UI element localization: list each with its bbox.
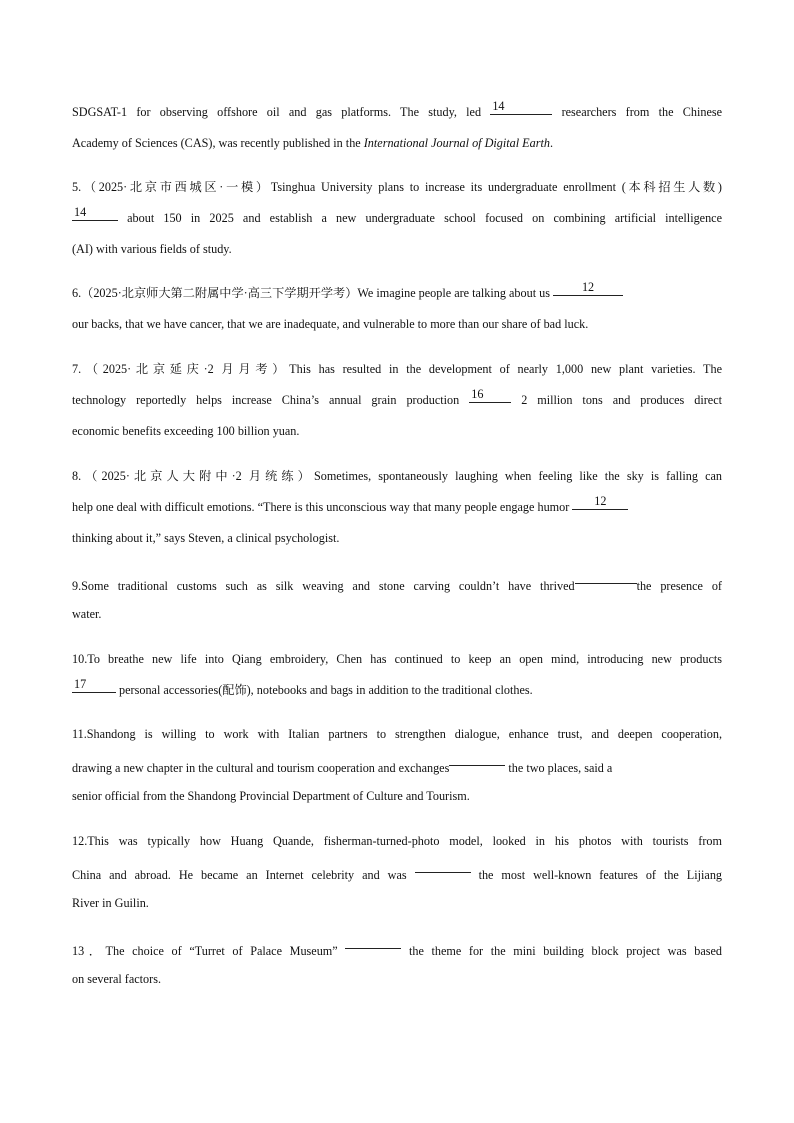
question-12 (72, 826, 722, 919)
answer-blank[interactable]: 17 (72, 677, 116, 693)
text-line: 17 personal accessories(配饰), notebooks and bags in addition to the traditional clothes. (74, 677, 533, 697)
text-line: 12.This was typically how Huang Quande, fisherman-turned-photo model, looked in his photos with tourists from (72, 834, 722, 848)
text-line: economic benefits exceeding 100 billion yuan. (72, 424, 300, 438)
answer-blank[interactable]: 12 (553, 280, 623, 296)
question-7 (72, 354, 722, 447)
answer-blank[interactable]: 12 (572, 494, 628, 510)
question-9 (72, 568, 722, 630)
question-6 (72, 278, 722, 340)
text-line: 7.（2025·北京延庆·2 月月考）This has resulted in the development of nearly 1,000 new plant varieties. The (72, 362, 722, 376)
question-5 (72, 172, 722, 265)
question-10 (72, 644, 722, 706)
passage-continuation (72, 97, 722, 159)
text-line: River in Guilin. (72, 896, 149, 910)
journal-title: International Journal of Digital Earth (363, 136, 550, 150)
text-line: water. (72, 607, 102, 621)
text-line: 13．The choice of “Turret of Palace Museum” the theme for the mini building block project was based (72, 933, 722, 964)
text-line: 6.（2025·北京师大第二附属中学·高三下学期开学考）We imagine people are talking about us 12 (72, 278, 722, 309)
answer-blank[interactable] (345, 933, 401, 949)
text-line: help one deal with difficult emotions. “There is this unconscious way that many people engage humor 12 (72, 492, 722, 523)
question-8 (72, 461, 722, 554)
answer-blank[interactable] (415, 857, 471, 873)
answer-blank[interactable]: 16 (469, 387, 511, 403)
answer-blank[interactable]: 14 (72, 205, 118, 221)
answer-blank[interactable]: 14 (490, 99, 552, 115)
text-line: (AI) with various fields of study. (72, 242, 232, 256)
answer-blank[interactable] (575, 568, 637, 584)
text-line: Academy of Sciences (CAS), was recently published in the International Journal of Digital Earth. (72, 136, 553, 150)
text-line: on several factors. (72, 972, 161, 986)
text-line: 11.Shandong is willing to work with Italian partners to strengthen dialogue, enhance trust, and deepen cooperation, (72, 727, 722, 741)
text-line: drawing a new chapter in the cultural and tourism cooperation and exchanges the two places, said a (72, 750, 722, 781)
question-11 (72, 719, 722, 812)
text-line: 9.Some traditional customs such as silk weaving and stone carving couldn’t have thrived the presence of (72, 568, 722, 599)
text-line: China and abroad. He became an Internet celebrity and was the most well-known features of the Lijiang (72, 857, 722, 888)
answer-blank[interactable] (449, 750, 505, 766)
text-line: technology reportedly helps increase China’s annual grain production 16 2 million tons and produces direct (72, 387, 722, 407)
text-line: senior official from the Shandong Provincial Department of Culture and Tourism. (72, 789, 470, 803)
text-line: thinking about it,” says Steven, a clinical psychologist. (72, 531, 340, 545)
text-line: SDGSAT-1 for observing offshore oil and gas platforms. The study, led 14 researchers from the Chinese (72, 99, 722, 119)
text-line: 10.To breathe new life into Qiang embroidery, Chen has continued to keep an open mind, introducing new products (72, 652, 722, 666)
question-13 (72, 933, 722, 995)
text-line: 5.（2025·北京市西城区·一模）Tsinghua University plans to increase its undergraduate enrollment (本科招生人数) (72, 180, 722, 194)
text-line: 8.（2025·北京人大附中·2 月统练）Sometimes, spontaneously laughing when feeling like the sky is falling can (72, 469, 722, 483)
text-line: our backs, that we have cancer, that we are inadequate, and vulnerable to more than our share of bad luck. (72, 317, 589, 331)
text-line: 14 about 150 in 2025 and establish a new undergraduate school focused on combining artificial intelligence (74, 205, 722, 225)
